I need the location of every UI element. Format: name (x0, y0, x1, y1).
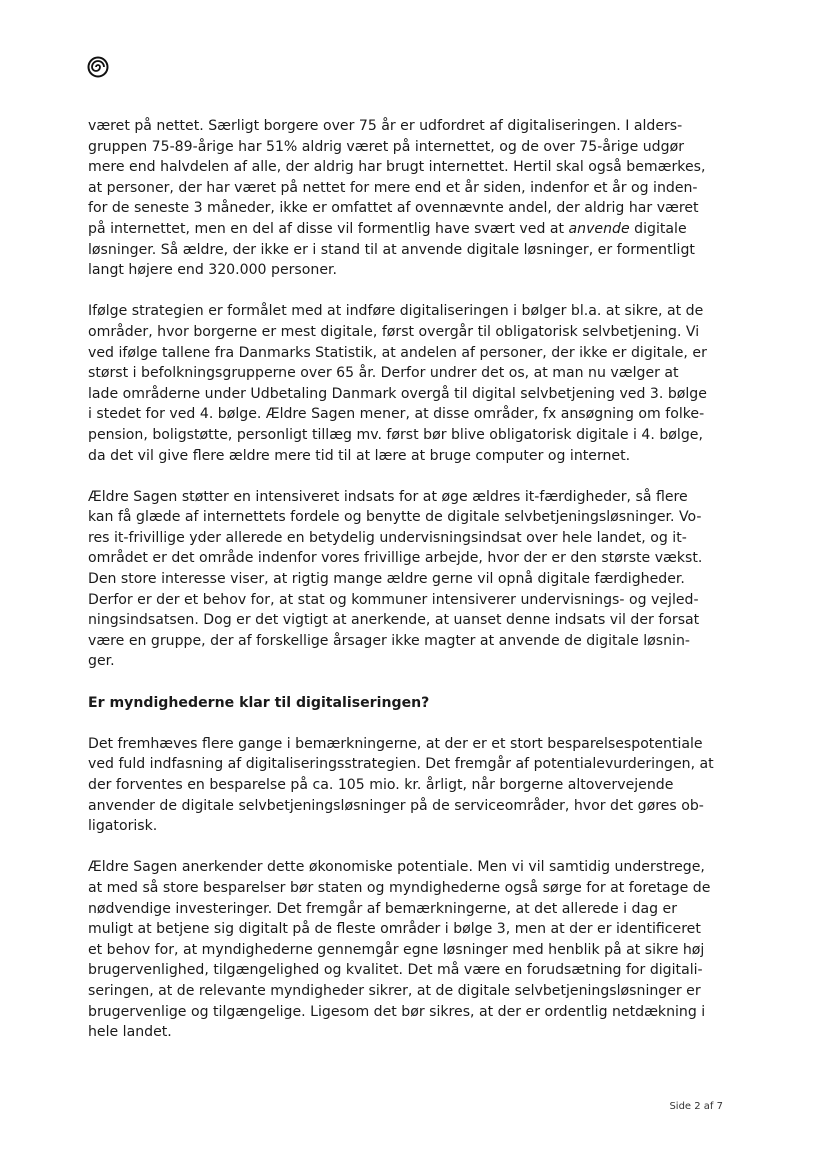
text-line: at personer, der har været på nettet for mere end et år siden, indenfor et år og inden- (88, 179, 698, 196)
text-line: nødvendige investeringer. Det fremgår af bemærkningerne, at det allerede i dag er (88, 900, 678, 917)
emphasis-text: anvende (568, 220, 630, 237)
text-line: muligt at betjene sig digitalt på de fleste områder i bølge 3, men at der er identificeret (88, 921, 701, 938)
text-line: pension, boligstøtte, personligt tillæg mv. først bør blive obligatorisk digitale i 4. bølge, (88, 426, 703, 443)
text-line: ger. (88, 653, 115, 670)
text-line: mere end halvdelen af alle, der aldrig har brugt internettet. Hertil skal også bemærkes, (88, 159, 706, 176)
text-line: lade områderne under Udbetaling Danmark overgå til digital selvbetjening ved 3. bølge (88, 385, 707, 402)
page-number: Side 2 af 7 (669, 1101, 723, 1112)
paragraph (88, 116, 728, 281)
paragraph (88, 301, 728, 466)
text-line: Den store interesse viser, at rigtig mange ældre gerne vil opnå digitale færdigheder. (88, 571, 685, 588)
paragraph (88, 734, 728, 837)
text-line: der forventes en besparelse på ca. 105 mio. kr. årligt, når borgerne altovervejende (88, 777, 674, 793)
text-run: digitale (629, 220, 687, 237)
section-heading: Er myndighederne klar til digitaliseringen? (88, 694, 430, 711)
text-line: for de seneste 3 måneder, ikke er omfattet af ovennævnte andel, der aldrig har været (88, 200, 699, 217)
text-line: være en gruppe, der af forskellige årsager ikke magter at anvende de digitale løsnin- (88, 632, 690, 649)
text-line: ved ifølge tallene fra Danmarks Statistik, at andelen af personer, der ikke er digitale, er (88, 344, 707, 361)
text-line: Derfor er der et behov for, at stat og kommuner intensiverer undervisnings- og vejled- (88, 591, 699, 608)
text-line: res it-frivillige yder allerede en betydelig undervisningsindsat over hele landet, og it- (88, 529, 687, 546)
text-line: et behov for, at myndighederne gennemgår egne løsninger med henblik på at sikre høj (88, 941, 705, 958)
text-line: området er det område indenfor vores frivillige arbejde, hvor der er den største vækst. (88, 550, 703, 567)
text-line: at med så store besparelser bør staten og myndighederne også sørge for at foretage de (88, 879, 711, 896)
text-line: områder, hvor borgerne er mest digitale, først overgår til obligatorisk selvbetjening. Vi (88, 323, 700, 340)
text-line: anvender de digitale selvbetjeningsløsninger på de serviceområder, hvor det gøres ob- (88, 797, 704, 814)
text-line: kan få glæde af internettets fordele og benytte de digitale selvbetjeningsløsninger. Vo- (88, 509, 702, 526)
section-intro (88, 116, 728, 672)
text-line: i stedet for ved 4. bølge. Ældre Sagen mener, at disse områder, fx ansøgning om folke- (88, 406, 705, 423)
text-line: hele landet. (88, 1024, 172, 1041)
text-line: da det vil give flere ældre mere tid til at lære at bruge computer og internet. (88, 447, 631, 464)
text-run: på internettet, men en del af disse vil formentlig have svært ved at (88, 220, 569, 237)
text-line (88, 219, 728, 240)
paragraph (88, 487, 728, 672)
paragraph (88, 857, 728, 1042)
document-body (88, 116, 728, 1063)
text-line: været på nettet. Særligt borgere over 75 år er udfordret af digitaliseringen. I alders- (88, 118, 683, 134)
text-line: ligatorisk. (88, 818, 158, 835)
text-line: løsninger. Så ældre, der ikke er i stand til at anvende digitale løsninger, er formentligt (88, 241, 695, 258)
text-line: seringen, at de relevante myndigheder sikrer, at de digitale selvbetjeningsløsninger er (88, 982, 701, 999)
text-line: Ældre Sagen støtter en intensiveret indsats for at øge ældres it-færdigheder, så flere (88, 488, 688, 505)
text-line: brugervenlighed, tilgængelighed og kvalitet. Det må være en forudsætning for digitali- (88, 962, 703, 979)
text-line: langt højere end 320.000 personer. (88, 262, 337, 279)
text-line: brugervenlige og tilgængelige. Ligesom det bør sikres, at der er ordentlig netdækning i (88, 1003, 706, 1020)
text-line: ningsindsatsen. Dog er det vigtigt at anerkende, at uanset denne indsats vil der forsat (88, 612, 700, 629)
text-line: gruppen 75-89-årige har 51% aldrig været på internettet, og de over 75-årige udgør (88, 138, 684, 155)
spiral-logo-icon (87, 56, 109, 78)
text-line: Ældre Sagen anerkender dette økonomiske potentiale. Men vi vil samtidig understrege, (88, 859, 705, 876)
text-line: størst i befolkningsgrupperne over 65 år. Derfor undrer det os, at man nu vælger at (88, 365, 679, 382)
text-line: Det fremhæves flere gange i bemærkningerne, at der er et stort besparelsespotentiale (88, 735, 703, 752)
text-line: Ifølge strategien er formålet med at indføre digitaliseringen i bølger bl.a. at sikre, at de (88, 303, 704, 320)
section-myndigheder (88, 734, 728, 1043)
text-line: ved fuld indfasning af digitaliseringsstrategien. Det fremgår af potentialevurderingen, at (88, 756, 714, 773)
